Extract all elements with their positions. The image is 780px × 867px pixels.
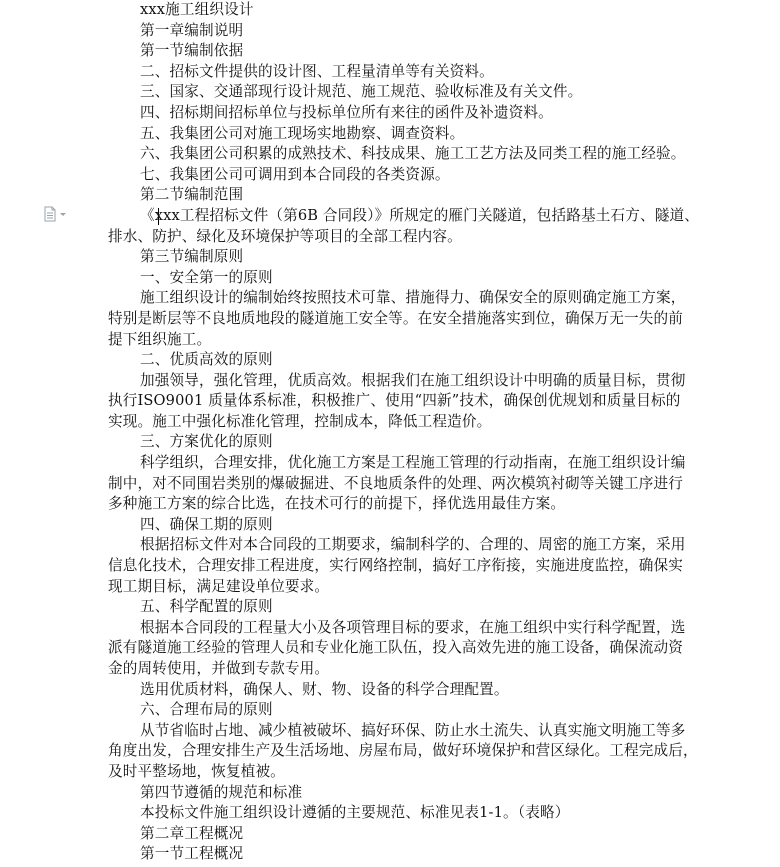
document-options-icon[interactable] xyxy=(43,206,71,222)
document-line: 选用优质材料，确保人、财、物、设备的科学合理配置。 xyxy=(140,680,509,698)
document-line: 派有隧道施工经验的管理人员和专业化施工队伍，投入高效先进的施工设备，确保流动资 xyxy=(108,639,684,657)
document-line: 第一章编制说明 xyxy=(140,21,244,39)
document-line: 第一节编制依据 xyxy=(140,42,244,60)
document-line: 制中，对不同围岩类别的爆破掘进、不良地质条件的处理、两次模筑衬砌等关键工序进行 xyxy=(108,474,684,492)
document-line: 第四节遵循的规范和标准 xyxy=(140,783,303,801)
document-line: 六、我集团公司积累的成熟技术、科技成果、施工工艺方法及同类工程的施工经验。 xyxy=(140,145,686,163)
document-line: 施工组织设计的编制始终按照技术可靠、措施得力、确保安全的原则确定施工方案， xyxy=(140,289,686,307)
document-body[interactable] xyxy=(108,0,728,865)
document-line: 五、我集团公司对施工现场实地勘察、调查资料。 xyxy=(140,124,465,142)
document-line: 三、国家、交通部现行设计规范、施工规范、验收标准及有关文件。 xyxy=(140,83,583,101)
document-line: 从节省临时占地、减少植被破坏、搞好环保、防止水土流失、认真实施文明施工等多 xyxy=(140,721,686,739)
document-line: 信息化技术，合理安排工程进度，实行网络控制，搞好工序衔接，实施进度监控，确保实 xyxy=(108,557,684,575)
document-line: 四、招标期间招标单位与投标单位所有来往的函件及补遗资料。 xyxy=(140,103,553,121)
document-line: 根据招标文件对本合同段的工期要求，编制科学的、合理的、周密的施工方案，采用 xyxy=(140,536,686,554)
document-line: 第二章工程概况 xyxy=(140,824,244,842)
document-line: 排水、防护、绿化及环境保护等项目的全部工程内容。 xyxy=(108,227,462,245)
document-line: 二、优质高效的原则 xyxy=(140,351,273,369)
document-line: 现工期目标，满足建设单位要求。 xyxy=(108,577,330,595)
document-line: 二、招标文件提供的设计图、工程量清单等有关资料。 xyxy=(140,62,494,80)
document-line: 实现。施工中强化标准化管理，控制成本，降低工程造价。 xyxy=(108,412,492,430)
document-line: 一、安全第一的原则 xyxy=(140,268,273,286)
document-line: 第二节编制范围 xyxy=(140,186,244,204)
document-line: 第三节编制原则 xyxy=(140,248,244,266)
document-line: 加强领导，强化管理，优质高效。根据我们在施工组织设计中明确的质量目标，贯彻 xyxy=(140,371,686,389)
document-line: 特别是断层等不良地质地段的隧道施工安全等。在安全措施落实到位，确保万无一失的前 xyxy=(108,309,684,327)
document-line: 多种施工方案的综合比选，在技术可行的前提下，择优选用最佳方案。 xyxy=(108,495,566,513)
document-line: 角度出发，合理安排生产及生活场地、房屋布局，做好环境保护和营区绿化。工程完成后， xyxy=(108,742,698,760)
document-line: 五、科学配置的原则 xyxy=(140,598,273,616)
document-line: 三、方案优化的原则 xyxy=(140,433,273,451)
document-line: 本投标文件施工组织设计遵循的主要规范、标准见表1-1。（表略） xyxy=(140,804,570,822)
document-line: 《xxx工程招标文件（第6B 合同段）》所规定的雁门关隧道，包括路基土石方、隧道、 xyxy=(140,206,699,224)
document-line: 第一节工程概况 xyxy=(140,845,244,863)
document-line: 提下组织施工。 xyxy=(108,330,212,348)
document-line: 执行ISO9001 质量体系标准，积极推广、使用“四新”技术，确保创优规划和质量目标的 xyxy=(108,392,681,410)
document-line: 金的周转使用，并做到专款专用。 xyxy=(108,660,330,677)
document-line: 及时平整场地，恢复植被。 xyxy=(108,762,285,780)
document-line: 四、确保工期的原则 xyxy=(140,515,273,533)
document-line: 七、我集团公司可调用到本合同段的各类资源。 xyxy=(140,165,450,183)
document-line: 根据本合同段的工程量大小及各项管理目标的要求，在施工组织中实行科学配置，选 xyxy=(140,618,686,636)
document-line: 六、合理布局的原则 xyxy=(140,701,273,719)
document-line: xxx施工组织设计 xyxy=(140,1,254,18)
document-line: 科学组织，合理安排，优化施工方案是工程施工管理的行动指南，在施工组织设计编 xyxy=(140,454,686,472)
